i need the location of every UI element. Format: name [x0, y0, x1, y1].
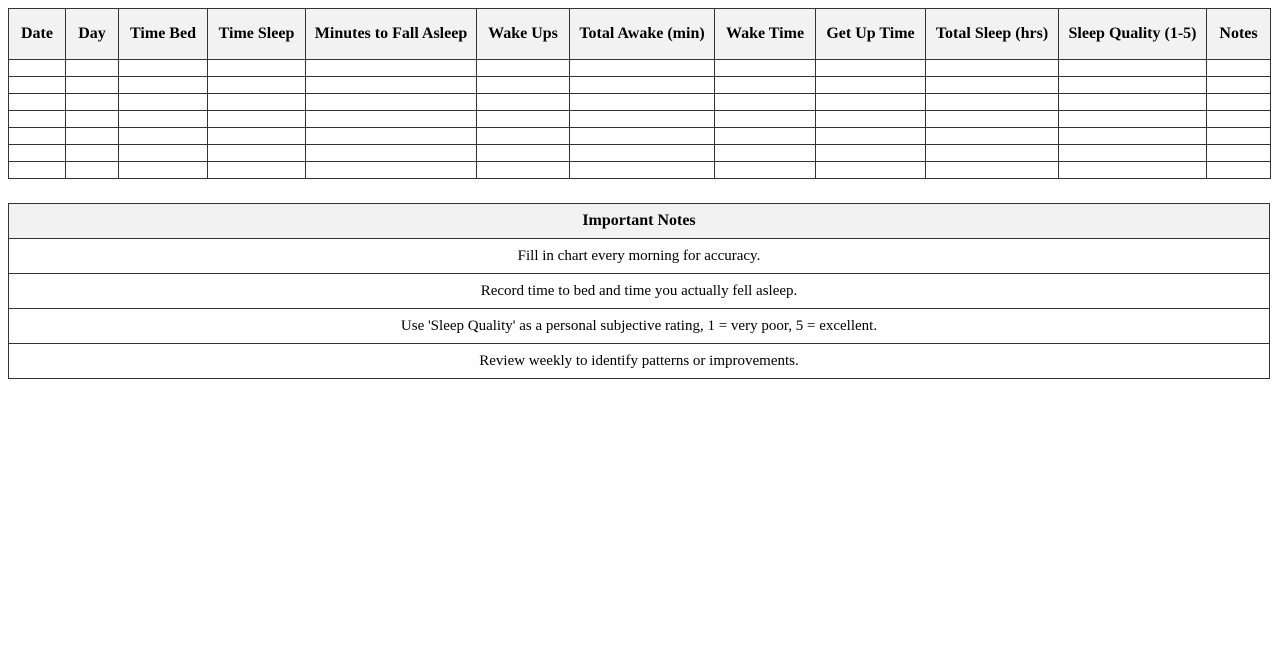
cell-day[interactable] — [66, 77, 119, 94]
column-header-total-awake: Total Awake (min) — [570, 9, 715, 60]
cell-wake-ups[interactable] — [477, 145, 570, 162]
sleep-log-table — [8, 8, 1271, 179]
cell-total-awake[interactable] — [570, 162, 715, 179]
cell-time-sleep[interactable] — [208, 145, 306, 162]
cell-sleep-quality[interactable] — [1059, 111, 1207, 128]
note-item: Use 'Sleep Quality' as a personal subjective rating, 1 = very poor, 5 = excellent. — [9, 309, 1270, 344]
cell-sleep-quality[interactable] — [1059, 77, 1207, 94]
cell-total-sleep[interactable] — [926, 145, 1059, 162]
cell-total-sleep[interactable] — [926, 77, 1059, 94]
cell-wake-time[interactable] — [715, 77, 816, 94]
cell-time-sleep[interactable] — [208, 162, 306, 179]
cell-total-sleep[interactable] — [926, 111, 1059, 128]
cell-total-sleep[interactable] — [926, 60, 1059, 77]
cell-total-awake[interactable] — [570, 111, 715, 128]
cell-minutes-to-fall-asleep[interactable] — [306, 162, 477, 179]
cell-day[interactable] — [66, 60, 119, 77]
cell-time-sleep[interactable] — [208, 128, 306, 145]
notes-header-row — [9, 204, 1270, 239]
cell-wake-ups[interactable] — [477, 94, 570, 111]
column-header-wake-time: Wake Time — [715, 9, 816, 60]
cell-get-up-time[interactable] — [816, 60, 926, 77]
cell-time-bed[interactable] — [119, 145, 208, 162]
cell-time-sleep[interactable] — [208, 77, 306, 94]
cell-get-up-time[interactable] — [816, 128, 926, 145]
note-row — [9, 344, 1270, 379]
table-row — [9, 60, 1271, 77]
cell-minutes-to-fall-asleep[interactable] — [306, 128, 477, 145]
column-header-minutes-to-fall-asleep: Minutes to Fall Asleep — [306, 9, 477, 60]
cell-wake-time[interactable] — [715, 128, 816, 145]
cell-wake-ups[interactable] — [477, 60, 570, 77]
cell-minutes-to-fall-asleep[interactable] — [306, 111, 477, 128]
table-row — [9, 111, 1271, 128]
table-row — [9, 94, 1271, 111]
notes-title: Important Notes — [9, 204, 1270, 239]
table-row — [9, 145, 1271, 162]
column-header-get-up-time: Get Up Time — [816, 9, 926, 60]
cell-notes[interactable] — [1207, 111, 1271, 128]
table-row — [9, 128, 1271, 145]
cell-sleep-quality[interactable] — [1059, 162, 1207, 179]
cell-total-awake[interactable] — [570, 77, 715, 94]
column-header-notes: Notes — [1207, 9, 1271, 60]
cell-wake-ups[interactable] — [477, 77, 570, 94]
cell-sleep-quality[interactable] — [1059, 128, 1207, 145]
important-notes-table — [8, 203, 1270, 379]
note-item: Record time to bed and time you actually fell asleep. — [9, 274, 1270, 309]
cell-date[interactable] — [9, 145, 66, 162]
cell-date[interactable] — [9, 128, 66, 145]
cell-minutes-to-fall-asleep[interactable] — [306, 60, 477, 77]
cell-wake-ups[interactable] — [477, 111, 570, 128]
cell-time-bed[interactable] — [119, 111, 208, 128]
cell-notes[interactable] — [1207, 145, 1271, 162]
cell-time-bed[interactable] — [119, 128, 208, 145]
cell-notes[interactable] — [1207, 162, 1271, 179]
cell-time-bed[interactable] — [119, 60, 208, 77]
cell-wake-time[interactable] — [715, 60, 816, 77]
cell-time-bed[interactable] — [119, 162, 208, 179]
cell-wake-time[interactable] — [715, 162, 816, 179]
cell-wake-time[interactable] — [715, 94, 816, 111]
column-header-time-sleep: Time Sleep — [208, 9, 306, 60]
note-row — [9, 274, 1270, 309]
sleep-log-body — [9, 60, 1271, 179]
cell-total-sleep[interactable] — [926, 94, 1059, 111]
cell-sleep-quality[interactable] — [1059, 145, 1207, 162]
page-content — [8, 8, 1270, 379]
cell-time-sleep[interactable] — [208, 60, 306, 77]
cell-notes[interactable] — [1207, 128, 1271, 145]
cell-day[interactable] — [66, 111, 119, 128]
cell-get-up-time[interactable] — [816, 77, 926, 94]
cell-minutes-to-fall-asleep[interactable] — [306, 145, 477, 162]
cell-get-up-time[interactable] — [816, 111, 926, 128]
table-row — [9, 77, 1271, 94]
cell-get-up-time[interactable] — [816, 162, 926, 179]
table-row — [9, 162, 1271, 179]
cell-date[interactable] — [9, 162, 66, 179]
cell-day[interactable] — [66, 94, 119, 111]
cell-day[interactable] — [66, 162, 119, 179]
cell-minutes-to-fall-asleep[interactable] — [306, 94, 477, 111]
cell-time-sleep[interactable] — [208, 94, 306, 111]
cell-day[interactable] — [66, 145, 119, 162]
cell-time-bed[interactable] — [119, 94, 208, 111]
note-item: Review weekly to identify patterns or improvements. — [9, 344, 1270, 379]
column-header-date: Date — [9, 9, 66, 60]
sleep-log-header-row — [9, 9, 1271, 60]
column-header-day: Day — [66, 9, 119, 60]
cell-time-bed[interactable] — [119, 77, 208, 94]
cell-date[interactable] — [9, 77, 66, 94]
column-header-sleep-quality: Sleep Quality (1-5) — [1059, 9, 1207, 60]
cell-day[interactable] — [66, 128, 119, 145]
cell-minutes-to-fall-asleep[interactable] — [306, 77, 477, 94]
column-header-wake-ups: Wake Ups — [477, 9, 570, 60]
cell-date[interactable] — [9, 60, 66, 77]
note-row — [9, 239, 1270, 274]
cell-wake-time[interactable] — [715, 145, 816, 162]
cell-notes[interactable] — [1207, 77, 1271, 94]
cell-wake-ups[interactable] — [477, 162, 570, 179]
cell-wake-ups[interactable] — [477, 128, 570, 145]
note-row — [9, 309, 1270, 344]
cell-total-sleep[interactable] — [926, 128, 1059, 145]
column-header-total-sleep: Total Sleep (hrs) — [926, 9, 1059, 60]
cell-get-up-time[interactable] — [816, 94, 926, 111]
cell-total-awake[interactable] — [570, 94, 715, 111]
cell-sleep-quality[interactable] — [1059, 94, 1207, 111]
cell-date[interactable] — [9, 94, 66, 111]
cell-total-awake[interactable] — [570, 128, 715, 145]
cell-wake-time[interactable] — [715, 111, 816, 128]
cell-date[interactable] — [9, 111, 66, 128]
cell-notes[interactable] — [1207, 94, 1271, 111]
cell-total-awake[interactable] — [570, 60, 715, 77]
cell-time-sleep[interactable] — [208, 111, 306, 128]
note-item: Fill in chart every morning for accuracy. — [9, 239, 1270, 274]
cell-total-awake[interactable] — [570, 145, 715, 162]
cell-total-sleep[interactable] — [926, 162, 1059, 179]
column-header-time-bed: Time Bed — [119, 9, 208, 60]
cell-sleep-quality[interactable] — [1059, 60, 1207, 77]
cell-notes[interactable] — [1207, 60, 1271, 77]
cell-get-up-time[interactable] — [816, 145, 926, 162]
